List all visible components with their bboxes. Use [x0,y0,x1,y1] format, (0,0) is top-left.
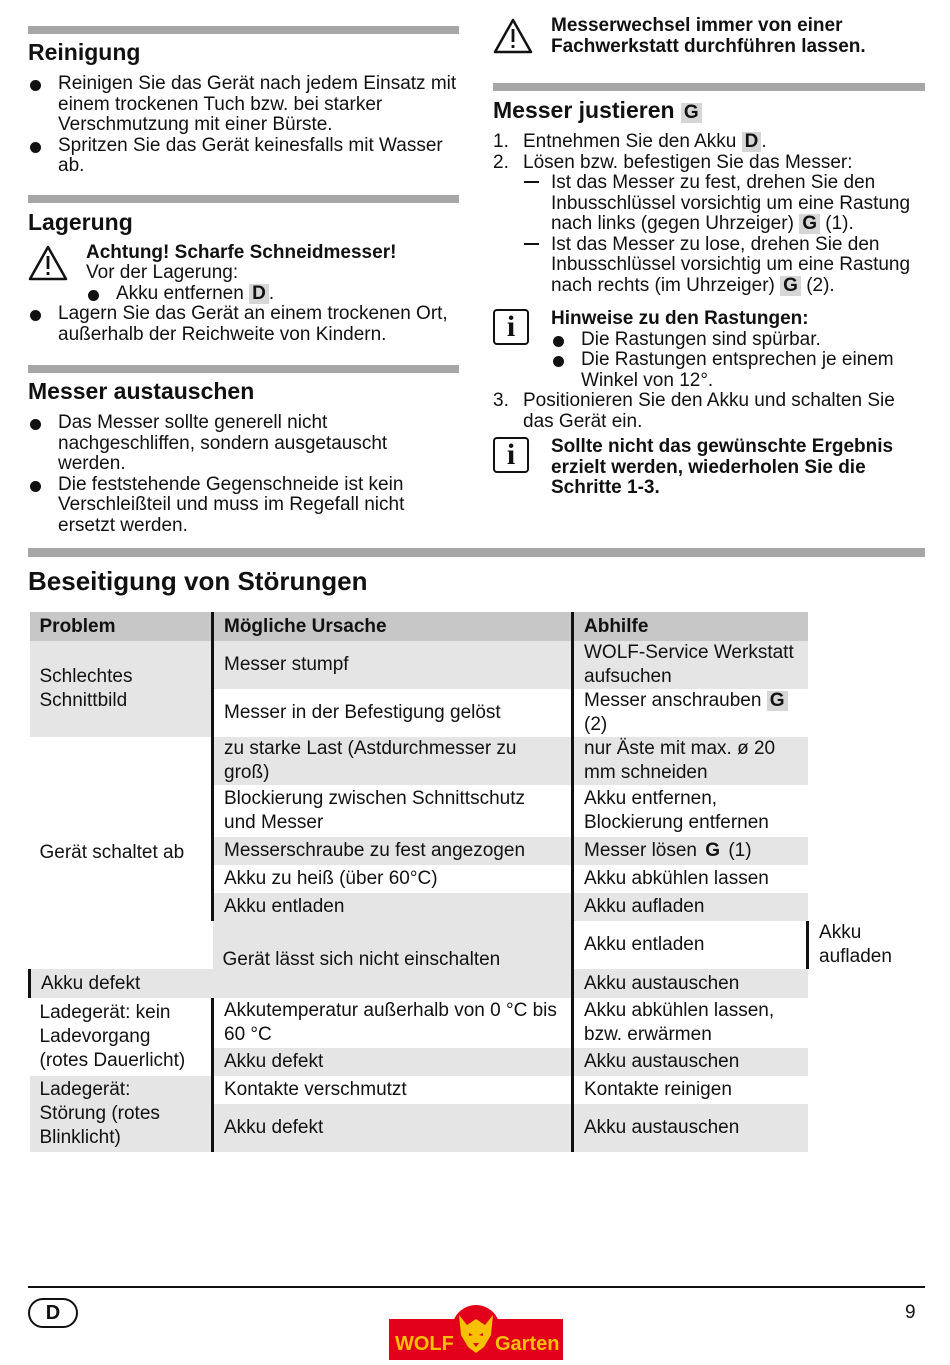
cause-cell: Kontakte verschmutzt [213,1076,573,1104]
cause-cell: Akku defekt [213,1048,573,1076]
section-rule [28,365,459,373]
table-row [30,737,926,785]
warning-text: Vor der Lagerung: [86,262,239,283]
cause-cell: Akku defekt [213,1104,573,1152]
cause-cell: Akku entladen [213,893,573,921]
section-rule [28,548,925,557]
table-row [30,998,926,1048]
cause-cell: zu starke Last (Astdurchmesser zu groß) [213,737,573,785]
remedy-cell: Akku aufladen [573,893,808,921]
step-item: 2. Lösen bzw. befestigen Sie das Messer: Ist das Messer zu fest, drehen Sie den Inbusschlüssel vorsichtig um eine Rastung nach links (gegen Uhrzeiger) G (1). Ist das Messer zu lose, drehen Sie den Inbusschlüssel vorsichtig um eine Rastung nach rechts (im Uhrzeiger) G (2). [493,153,925,297]
list-item: Die Rastungen entsprechen je einem Winkel von 12°. [551,350,925,391]
remedy-cell: Akku austauschen [573,969,808,998]
remedy-cell: Messer anschrauben G (2) [573,689,808,737]
list-item: Akku entfernen D . [86,284,459,305]
justieren-steps [493,132,925,296]
step-number: 1. [493,131,509,152]
remedy-cell: Akku austauschen [573,1048,808,1076]
figure-ref: G [799,214,820,234]
section-rule [493,83,925,91]
figure-ref: D [249,284,269,304]
table-row [30,1076,926,1104]
remedy-cell: Akku austauschen [573,1104,808,1152]
warning-triangle-icon [493,18,533,54]
problem-cell: Schlechtes Schnittbild [30,641,213,737]
warning-bold: Messerwechsel immer von einer Fachwerkstatt durchführen lassen. [551,15,866,57]
step-item: 1. Entnehmen Sie den Akku D . [493,131,767,152]
warning-bold: Achtung! Scharfe Schneidmesser! [86,241,397,263]
info-note-repeat [493,437,925,499]
country-badge: D [28,1298,78,1328]
table-row [30,641,926,689]
step-item: 3. Positionieren Sie den Akku und schalten Sie das Gerät ein. [493,390,895,432]
figure-ref: G [681,103,702,123]
section-rule [28,195,459,203]
figure-ref: G [767,691,788,711]
list-item: Lagern Sie das Gerät an einem trockenen Ort, außerhalb der Reichweite von Kindern. [28,304,459,345]
lagerung-warning [28,243,459,305]
column-header-remedy: Abhilfe [573,612,808,641]
cause-cell: Akku entladen [573,921,808,969]
column-header-problem: Problem [30,612,213,641]
remedy-cell: nur Äste mit max. ø 20 mm schneiden [573,737,808,785]
list-item: Die Rastungen sind spürbar. [551,330,925,351]
cause-cell: Messer in der Befestigung gelöst [213,689,573,737]
dash-list [523,173,925,296]
list-item: Reinigen Sie das Gerät nach jedem Einsatz mit einem trockenen Tuch bzw. bei starker Verschmutzung mit einer Bürste. [28,74,459,136]
column-header-cause: Mögliche Ursache [213,612,573,641]
info-icon: i [493,309,529,345]
list-item: Spritzen Sie das Gerät keinesfalls mit Wasser ab. [28,136,459,177]
problem-cell: Gerät lässt sich nicht einschalten [213,921,573,998]
section-title-messer-justieren: Messer justieren G [493,96,925,124]
messer-austauschen-list [28,413,459,536]
dash-item: Ist das Messer zu fest, drehen Sie den Inbusschlüssel vorsichtig um eine Rastung nach links (gegen Uhrzeiger) G (1). [523,173,925,235]
cause-cell: Akkutemperatur außerhalb von 0 °C bis 60 °C [213,998,573,1048]
info-list [551,330,925,392]
section-title-reinigung: Reinigung [28,39,141,65]
logo-text-left: WOLF [395,1333,454,1355]
remedy-cell: Akku aufladen [808,921,925,969]
list-item: Die feststehende Gegenschneide ist kein Verschleißteil und muss im Regefall nicht ersetzt werden. [28,475,459,537]
section-title-messer-austauschen: Messer austauschen [28,378,255,404]
cause-cell: Messer stumpf [213,641,573,689]
wolf-garten-logo [389,1305,563,1360]
sub-item-text: Akku entfernen [116,282,244,304]
logo-text-right: Garten [495,1333,560,1355]
figure-ref: D [742,132,762,152]
cause-cell: Blockierung zwischen Schnittschutz und Messer [213,785,573,837]
section-title-lagerung: Lagerung [28,208,133,235]
remedy-cell: Akku abkühlen lassen, bzw. erwärmen [573,998,808,1048]
table-header-row [30,612,926,641]
problem-cell: Ladegerät: Störung (rotes Blinklicht) [30,1076,213,1152]
dash-item: Ist das Messer zu lose, drehen Sie den Inbusschlüssel vorsichtig um eine Rastung nach rechts (im Uhrzeiger) G (2). [523,235,925,297]
list-item: Das Messer sollte generell nicht nachgeschliffen, sondern ausgetauscht werden. [28,413,459,475]
remedy-cell: Kontakte reinigen [573,1076,808,1104]
lagerung-list [28,304,459,345]
step-number: 2. [493,151,509,173]
info-title: Hinweise zu den Rastungen: [551,308,809,329]
info-icon: i [493,437,529,473]
cause-cell: Messerschraube zu fest angezogen [213,837,573,865]
left-column [28,0,459,536]
remedy-cell: Akku abkühlen lassen [573,865,808,893]
footer-rule [28,1286,925,1288]
remedy-cell: Messer lösen G (1) [573,837,808,865]
cause-cell: Akku zu heiß (über 60°C) [213,865,573,893]
right-column [493,0,925,499]
troubleshooting-title: Beseitigung von Störungen [28,566,368,596]
remedy-cell: Akku entfernen, Blockierung entfernen [573,785,808,837]
justieren-step-3 [493,391,925,432]
remedy-cell: WOLF-Service Werkstatt aufsuchen [573,641,808,689]
figure-ref: G [705,840,721,861]
lagerung-sublist [86,284,459,305]
problem-cell: Ladegerät: kein Ladevorgang (rotes Dauerlicht) [30,998,213,1076]
warning-triangle-icon [28,245,68,281]
step-number: 3. [493,390,509,411]
cause-cell: Akku defekt [30,969,213,998]
knife-change-warning [493,16,925,57]
section-rule [28,26,459,34]
problem-cell: Gerät schaltet ab [30,737,213,969]
troubleshooting-table [28,612,925,1152]
info-note-rastungen [493,309,925,391]
figure-ref: G [780,276,801,296]
reinigung-list [28,74,459,177]
info-bold: Sollte nicht das gewünschte Ergebnis erzielt werden, wiederholen Sie die Schritte 1-3. [551,436,894,498]
page-number: 9 [905,1302,916,1323]
